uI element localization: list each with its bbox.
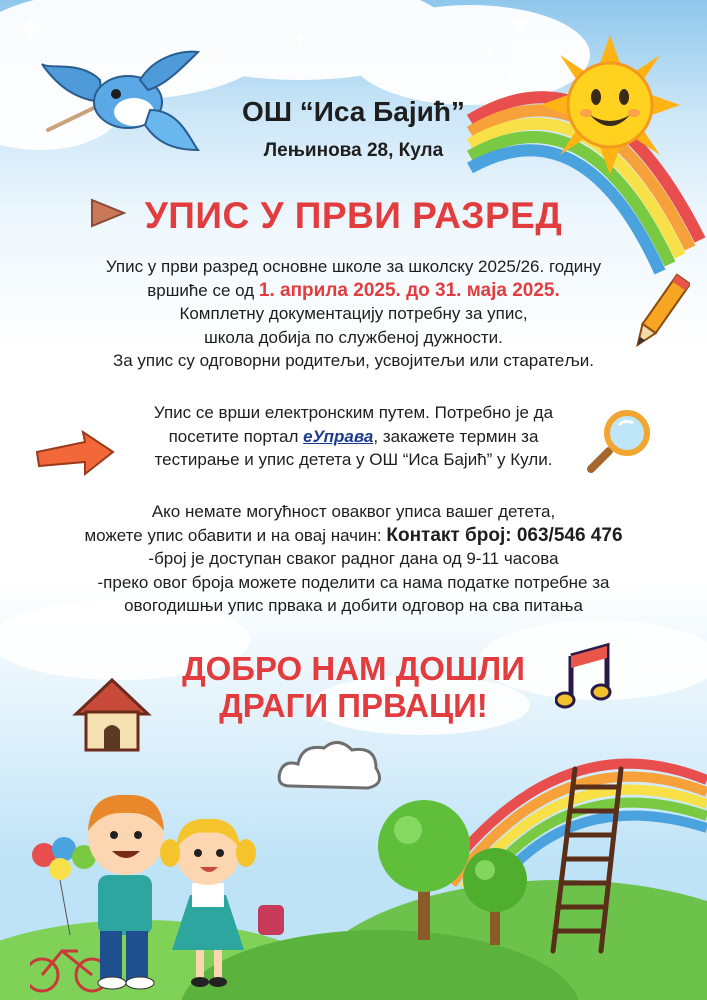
welcome-line: ДОБРО НАМ ДОШЛИ	[182, 650, 525, 687]
school-address: Лењинова 28, Кула	[263, 140, 444, 161]
text-line: посетите портал еУправа, закажете термин за	[168, 426, 539, 446]
text-line: Упис се врши електронским путем. Потребно је да	[153, 403, 554, 422]
text-line: вршиће се од 1. априла 2025. до 31. маја 2025.	[147, 279, 560, 301]
welcome-line: ДРАГИ ПРВАЦИ!	[219, 687, 488, 724]
paragraph-enrollment-period	[0, 255, 707, 373]
school-name: ОШ “Иса Бајић”	[242, 96, 465, 127]
balloons-icon	[32, 837, 96, 935]
ladder-icon	[545, 765, 645, 955]
text-line: Ако немате могућност оваквог уписа вашег детета,	[151, 502, 556, 521]
text-line: -преко овог броја можете поделити са нама податке потребне за	[97, 572, 610, 592]
text-line: -број је доступан сваког радног дана од 9-11 часова	[148, 549, 559, 568]
trees-icon	[360, 790, 560, 960]
welcome-message	[0, 650, 707, 724]
text-line: овогодишњи упис првака и добити одговор на сва питања	[124, 596, 583, 615]
enrollment-dates: 1. априла 2025. до 31. маја 2025.	[258, 279, 560, 301]
text-line: За упис су одговорни родитељи, усвојитељи или старатељи.	[112, 351, 595, 370]
text-line: тестирање и упис детета у ОШ “Иса Бајић” у Кули.	[154, 450, 553, 469]
contact-number: Контакт број: 063/546 476	[386, 524, 623, 546]
euprava-portal-link[interactable]: еУправа	[303, 426, 374, 446]
text-line: Комплетну документацију потребну за упис,	[179, 304, 528, 323]
paragraph-contact	[0, 500, 707, 618]
text-line: можете упис обавити и на овај начин: Контакт број: 063/546 476	[84, 524, 623, 546]
girl-icon	[160, 819, 284, 987]
text-line: школа добија по службеној дужности.	[204, 327, 503, 347]
page-heading: УПИС У ПРВИ РАЗРЕД	[144, 195, 563, 236]
bicycle-icon	[30, 951, 108, 991]
children-illustration	[30, 765, 300, 995]
text-line: Упис у први разред основне школе за школску 2025/26. годину	[105, 257, 602, 276]
paragraph-online-enrollment	[0, 401, 707, 472]
